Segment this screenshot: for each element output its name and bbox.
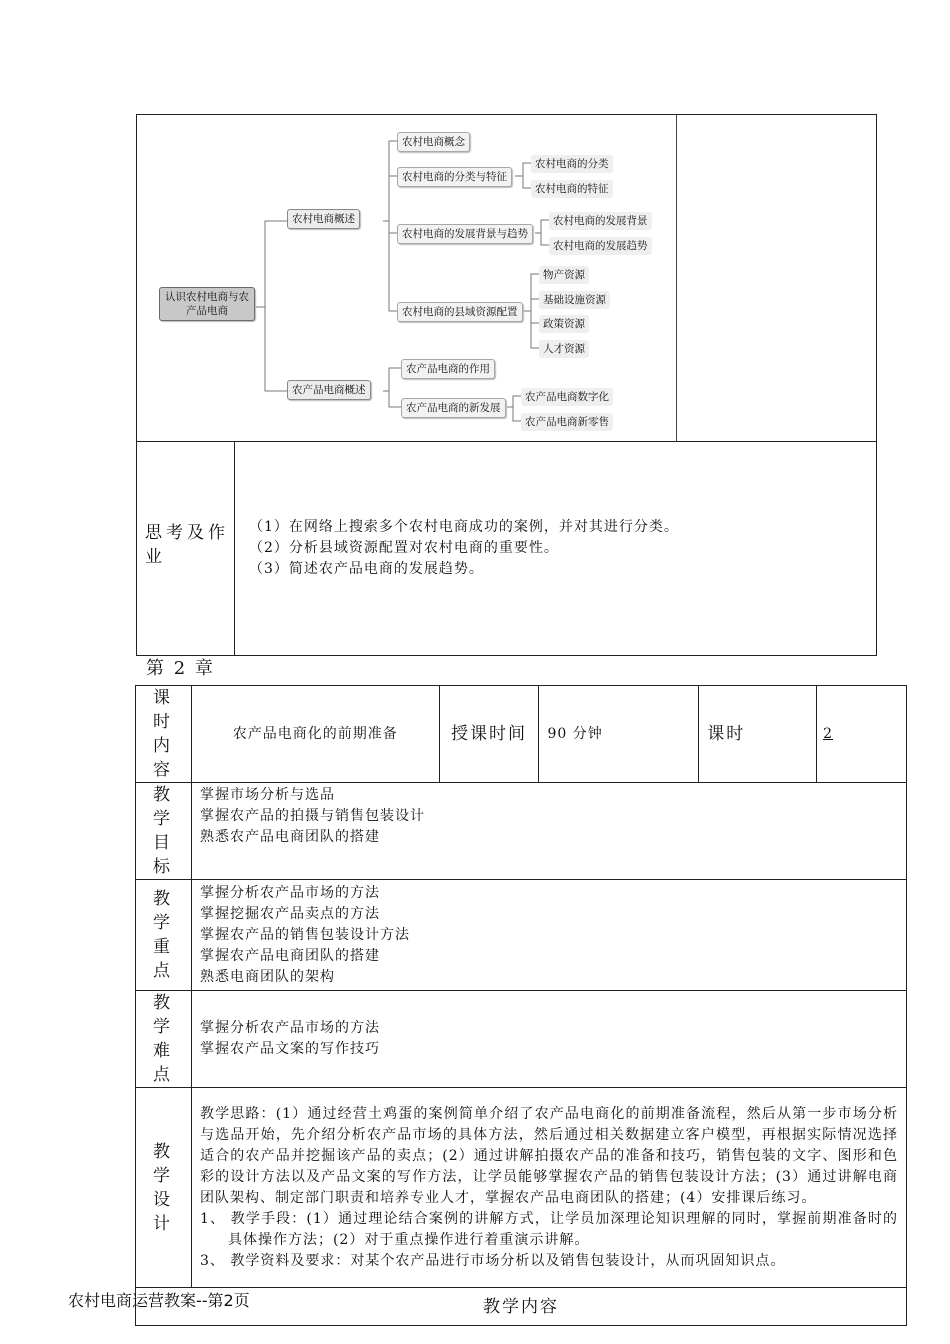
mindmap-leaf: 基础设施资源	[539, 291, 610, 309]
goal-item: 掌握农产品的拍摄与销售包装设计	[199, 808, 425, 824]
mindmap-leaf: 农产品电商新零售	[521, 413, 613, 431]
key-label: 教学重点	[136, 880, 192, 991]
hours-label: 课时	[699, 686, 817, 783]
difficult-label: 教学难点	[136, 991, 192, 1088]
mindmap-leaf: 人才资源	[539, 340, 589, 358]
mindmap-homework-table	[136, 114, 877, 656]
key-point: 掌握分析农产品市场的方法	[199, 884, 380, 901]
hours-value: 2	[817, 686, 907, 783]
chapter-title: 第 2 章	[146, 658, 215, 679]
key-point: 掌握农产品电商团队的搭建	[199, 947, 380, 964]
mindmap-empty-cell	[676, 115, 876, 441]
mindmap-node: 农村电商概念	[397, 132, 470, 152]
page-footer: 农村电商运营教案--第2页	[68, 1291, 250, 1310]
homework-list	[249, 517, 869, 580]
mindmap-leaf: 物产资源	[539, 266, 589, 284]
row-divider	[137, 441, 876, 442]
difficult-point: 掌握农产品文案的写作技巧	[199, 1041, 380, 1057]
homework-item: （2）分析县域资源配置对农村电商的重要性。	[249, 540, 559, 556]
difficult-points-list	[191, 991, 906, 1088]
mindmap-leaf: 农村电商的特征	[531, 180, 613, 198]
design-label: 教学设计	[136, 1088, 192, 1288]
mindmap-leaf: 农村电商的分类	[531, 155, 613, 173]
homework-item: （1）在网络上搜索多个农村电商成功的案例，并对其进行分类。	[249, 519, 679, 535]
mindmap-node: 农村电商的分类与特征	[397, 167, 512, 187]
design-item: 1、 教学手段：(1）通过理论结合案例的讲解方式，让学员加深理论知识理解的同时，掌握前期准备时的具体操作方法；(2）对于重点操作进行着重演示讲解。	[199, 1210, 898, 1248]
content-value: 农产品电商化的前期准备	[191, 686, 439, 783]
design-item: 3、 教学资料及要求：对某个农产品进行市场分析以及销售包装设计，从而巩固知识点。	[199, 1252, 786, 1269]
mindmap-leaf: 农村电商的发展背景	[549, 212, 652, 230]
mindmap-node: 农产品电商的作用	[401, 359, 495, 379]
mindmap-cell	[137, 115, 677, 441]
time-value: 90 分钟	[539, 686, 699, 783]
content-label: 课时内容	[136, 686, 192, 783]
mindmap-leaf: 农村电商的发展趋势	[549, 237, 652, 255]
difficult-point: 掌握分析农产品市场的方法	[199, 1020, 380, 1036]
key-point: 掌握挖掘农产品卖点的方法	[199, 905, 380, 922]
homework-label: 思考及作业	[145, 523, 229, 567]
goals-list	[191, 783, 906, 880]
mindmap-root: 认识农村电商与农产品电商	[159, 287, 255, 321]
mindmap-node: 农村电商的县域资源配置	[397, 302, 523, 322]
mindmap-leaf: 政策资源	[539, 315, 589, 333]
goals-label: 教学目标	[136, 783, 192, 880]
time-label: 授课时间	[439, 686, 539, 783]
design-content	[191, 1088, 906, 1288]
mindmap-node: 农村电商的发展背景与趋势	[397, 224, 533, 244]
mindmap-leaf: 农产品电商数字化	[521, 388, 613, 406]
key-point: 掌握农产品的销售包装设计方法	[199, 926, 410, 943]
mindmap-branch-agri: 农产品电商概述	[287, 380, 371, 400]
key-point: 熟悉电商团队的架构	[199, 968, 335, 985]
lesson-plan-table	[135, 685, 907, 1326]
mindmap-node: 农产品电商的新发展	[401, 398, 506, 418]
design-paragraph: 教学思路：(1）通过经营土鸡蛋的案例简单介绍了农产品电商化的前期准备流程，然后从第一步市场分析与选品开始，先介绍分析农产品市场的具体方法，然后通过相关数据建立客户模型，再根据实际情况选择适合的农产品并挖掘该产品的卖点；(2）通过讲解拍摄农产品的准备和技巧，销售包装的文字、图形和色彩的设计方法以及产品文案的写作方法，让学员能够掌握农产品的销售包装设计方法；(3）通过讲解电商团队架构、制定部门职责和培养专业人才，掌握农产品电商团队的搭建；(4）安排课后练习。	[199, 1105, 898, 1206]
homework-item: （3）简述农产品电商的发展趋势。	[249, 561, 484, 577]
mindmap-branch-rural: 农村电商概述	[287, 209, 360, 229]
content-heading: 教学内容	[136, 1288, 907, 1326]
goal-item: 掌握市场分析与选品	[199, 787, 335, 803]
column-divider	[234, 441, 235, 655]
goal-item: 熟悉农产品电商团队的搭建	[199, 829, 380, 845]
key-points-list	[191, 880, 906, 991]
